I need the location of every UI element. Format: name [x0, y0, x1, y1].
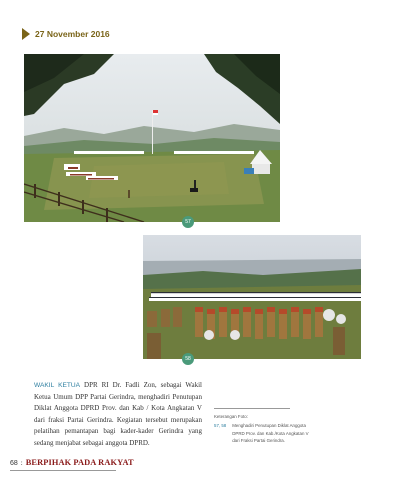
notes-divider	[214, 408, 290, 409]
notes-entry	[214, 422, 324, 445]
photo-number-badge: 58	[182, 353, 194, 365]
photo-number-badge: 57	[182, 216, 194, 228]
notes-title: Keterangan Foto:	[214, 414, 248, 419]
footer-separator: :	[20, 459, 23, 467]
notes-description	[232, 422, 308, 445]
notes-photo-numbers: 57, 58	[214, 423, 227, 428]
notes-line: DPRD Prov. dan Kab./Kota Angkatan V	[232, 430, 309, 436]
page-date: 27 November 2016	[35, 29, 110, 39]
photo-notes	[214, 408, 324, 445]
caption-lead: WAKIL KETUA	[34, 382, 81, 389]
caption-body: DPR RI Dr. Fadli Zon, sebagai Wakil Ketua Umum DPP Partai Gerindra, menghadiri Penutupan Diklat Anggota DPRD Prov. dan Kab / Kota Angkatan V dari fraksi Partai Gerindra. Kegiatan tersebut merupakan pelatihan pemantapan bagi kader-kader Gerindra yang sedang menjabat sebagai anggota DPRD.	[34, 381, 202, 447]
page-footer	[10, 458, 134, 467]
page-header	[22, 28, 110, 40]
triangle-marker-icon	[22, 28, 30, 40]
photo-marching-band	[143, 235, 361, 359]
photo-field-ceremony	[24, 54, 280, 222]
notes-line: dari Fraksi Partai Gerindra.	[232, 438, 285, 443]
book-title: BERPIHAK PADA RAKYAT	[25, 458, 134, 467]
footer-divider	[10, 470, 116, 471]
page-number: 68	[10, 460, 18, 467]
notes-line: Menghadiri Penutupan Diklat Anggota	[232, 423, 306, 428]
photo-caption	[34, 380, 202, 450]
